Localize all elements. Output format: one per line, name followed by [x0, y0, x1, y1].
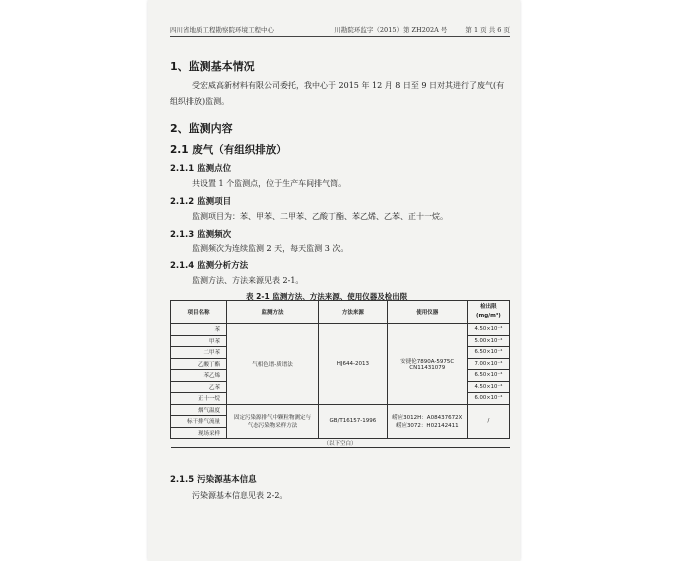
page-header: [170, 25, 510, 37]
row-name: 甲苯: [171, 335, 227, 347]
section-2-title: 2、监测内容: [170, 122, 233, 135]
row-limit: 6.50×10⁻⁴: [467, 370, 509, 382]
row-name: 苯: [171, 324, 227, 336]
table-header-row: [171, 301, 510, 324]
row-limit: 6.00×10⁻⁴: [467, 393, 509, 405]
section-2-1-4-text: 监测方法、方法来源见表 2-1。: [192, 276, 304, 285]
table-footer-row: [171, 439, 510, 448]
section-2-1-1-title: 2.1.1 监测点位: [170, 164, 232, 174]
row-limit: 6.50×10⁻⁴: [467, 347, 509, 359]
row-name: 乙苯: [171, 381, 227, 393]
section-2-1-3-title: 2.1.3 监测频次: [170, 230, 232, 240]
header-source: 方法来源: [319, 301, 388, 324]
section-2-1-1-text: 共设置 1 个监测点，位于生产车间排气筒。: [192, 179, 347, 188]
row-name: 二甲苯: [171, 347, 227, 359]
section-2-1-2-title: 2.1.2 监测项目: [170, 197, 232, 207]
section-1-paragraph-line1: 受宏威高新材料有限公司委托，我中心于 2015 年 12 月 8 日至 9 日对其进行了废气(有: [192, 81, 505, 90]
group2-source: GB/T16157-1996: [319, 404, 388, 439]
header-limit: [467, 301, 509, 324]
methods-table: [170, 300, 510, 448]
group2-method-line1: 固定污染源排气中颗粒物测定与: [234, 415, 312, 422]
header-instrument: 使用仪器: [387, 301, 467, 324]
section-2-1-3-text: 监测频次为连续监测 2 天，每天监测 3 次。: [192, 244, 349, 253]
row-name: 正十一烷: [171, 393, 227, 405]
table-footer: （以下空白）: [171, 439, 510, 448]
group2-method: [226, 404, 318, 439]
row-limit: 4.50×10⁻⁴: [467, 324, 509, 336]
group2-limit: /: [467, 404, 509, 439]
row-name: 标干排气流量: [171, 416, 227, 428]
row-limit: 5.00×10⁻⁴: [467, 335, 509, 347]
row-name: 乙酸丁酯: [171, 358, 227, 370]
section-2-1-5-text: 污染源基本信息见表 2-2。: [192, 491, 288, 500]
header-method: 监测方法: [226, 301, 318, 324]
row-name: 现场采样: [171, 427, 227, 439]
table-row: [171, 404, 510, 416]
header-page-number: 第 1 页 共 6 页: [465, 26, 510, 34]
row-name: 烟气温度: [171, 404, 227, 416]
group1-source: HJ644-2013: [319, 324, 388, 405]
group1-method: 气相色谱-质谱法: [226, 324, 318, 405]
section-1-title: 1、监测基本情况: [170, 60, 255, 73]
group1-instrument-serial: CN11431079: [409, 364, 446, 371]
header-doc-number: 川勘院环监字（2015）第 ZH202A 号: [334, 26, 448, 34]
group2-instrument-2: 崂应3072：H02142411: [395, 423, 459, 430]
group1-instrument-model: 安捷伦7890A-5975C: [400, 358, 455, 365]
table-row: [171, 324, 510, 336]
header-item-name: 项目名称: [171, 301, 227, 324]
group2-instrument: [387, 404, 467, 439]
section-2-1-4-title: 2.1.4 监测分析方法: [170, 261, 249, 271]
section-2-1-5-title: 2.1.5 污染源基本信息: [170, 475, 257, 485]
group2-method-line2: 气态污染物采样方法: [247, 423, 298, 430]
section-2-1-title: 2.1 废气（有组织排放）: [170, 144, 287, 156]
row-limit: 4.50×10⁻⁴: [467, 381, 509, 393]
group2-instrument-1: 崂应3012H：A08437672X: [392, 415, 463, 422]
table-caption: 表 2-1 监测方法、方法来源、使用仪器及检出限: [246, 292, 408, 301]
document-page: [148, 0, 520, 561]
row-limit: 7.00×10⁻⁴: [467, 358, 509, 370]
section-1-paragraph-line2: 组织排放)监测。: [170, 97, 230, 106]
row-name: 苯乙烯: [171, 370, 227, 382]
group1-instrument: [387, 324, 467, 405]
header-org: 四川省地质工程勘察院环境工程中心: [170, 26, 274, 34]
header-limit-label: 检出限: [480, 304, 497, 310]
header-limit-unit: (mg/m³): [475, 313, 501, 319]
section-2-1-2-text: 监测项目为：苯、甲苯、二甲苯、乙酸丁酯、苯乙烯、乙苯、正十一烷。: [192, 212, 448, 221]
